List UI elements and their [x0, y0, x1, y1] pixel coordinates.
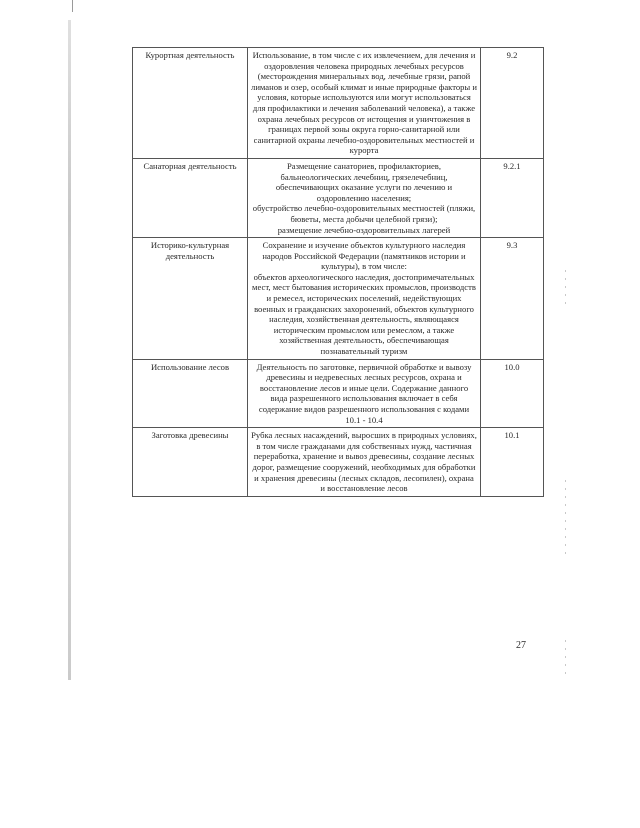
- description-paragraph: обустройство лечебно-оздоровительных местностей (пляжи, бюветы, места добычи целебной грязи);: [252, 203, 476, 224]
- table-row: [133, 359, 544, 428]
- use-name: Санаторная деятельность: [133, 158, 248, 237]
- use-name: Использование лесов: [133, 359, 248, 428]
- use-description: [248, 48, 481, 159]
- use-code: 10.1: [481, 428, 544, 497]
- use-code: 10.0: [481, 359, 544, 428]
- description-paragraph: размещение лечебно-оздоровительных лагерей: [277, 224, 451, 235]
- scan-edge: [68, 20, 71, 680]
- table-row: [133, 158, 544, 237]
- use-description: [248, 428, 481, 497]
- use-code: 9.2: [481, 48, 544, 159]
- description-paragraph: Рубка лесных насаждений, выросших в природных условиях, в том числе гражданами для собственных нужд, частичная переработка, хранение и вывоз древесины, создание лесных дорог, размещение сооружений, необходимых для обработки и хранения древесины (лесных складов, лесопилен), охрана и восстановление лесов: [251, 430, 477, 494]
- description-paragraph: объектов археологического наследия, достопримечательных мест, мест бытования исторических промыслов, производств и ремесел, исторических поселений, недействующих военных и гражданских захоронений, объектов культурного наследия, хозяйственная деятельность, являющаяся историческим промыслом или ремеслом, а также хозяйственная деятельность, обеспечивающая познавательный туризм: [252, 271, 476, 357]
- use-description: [248, 238, 481, 360]
- table-row: [133, 48, 544, 159]
- table-row: [133, 428, 544, 497]
- description-paragraph: Размещение санаториев, профилакториев, бальнеологических лечебниц, грязелечебниц, обеспечивающих оказание услуги по лечению и оздоровлению населения;: [275, 160, 453, 203]
- use-description: [248, 359, 481, 428]
- use-name: Курортная деятельность: [133, 48, 248, 159]
- table-row: [133, 238, 544, 360]
- use-code: 9.3: [481, 238, 544, 360]
- use-name: Заготовка древесины: [133, 428, 248, 497]
- scan-noise: [565, 270, 566, 310]
- page-number: 27: [516, 640, 526, 651]
- description-paragraph: Деятельность по заготовке, первичной обработке и вывозу древесины и недревесных лесных ресурсов, охрана и восстановление лесов и иные цели. Содержание данного вида разрешенного использования включает в себя содержание видов разрешенного использования с кодами 10.1 - 10.4: [256, 361, 472, 425]
- use-description: [248, 158, 481, 237]
- use-name: Историко-культурная деятельность: [133, 238, 248, 360]
- use-code: 9.2.1: [481, 158, 544, 237]
- description-paragraph: Использование, в том числе с их извлечением, для лечения и оздоровления человека природных лечебных ресурсов (месторождения минеральных вод, лечебные грязи, рапой лиманов и озер, особый климат и иные природные факторы и условия, которые используются или могут использоваться для профилактики и лечения заболеваний человека), а также охрана лечебных ресурсов от истощения и уничтожения в границах первой зоны округа горно-санитарной или санитарной охраны лечебно-оздоровительных местностей и курорта: [251, 50, 477, 156]
- land-use-table: [132, 47, 544, 497]
- description-paragraph: Сохранение и изучение объектов культурного наследия народов Российской Федерации (памятников истории и культуры), в том числе:: [262, 240, 466, 272]
- scan-noise: [565, 640, 566, 680]
- scan-noise: [565, 480, 566, 560]
- scan-mark: [72, 0, 73, 12]
